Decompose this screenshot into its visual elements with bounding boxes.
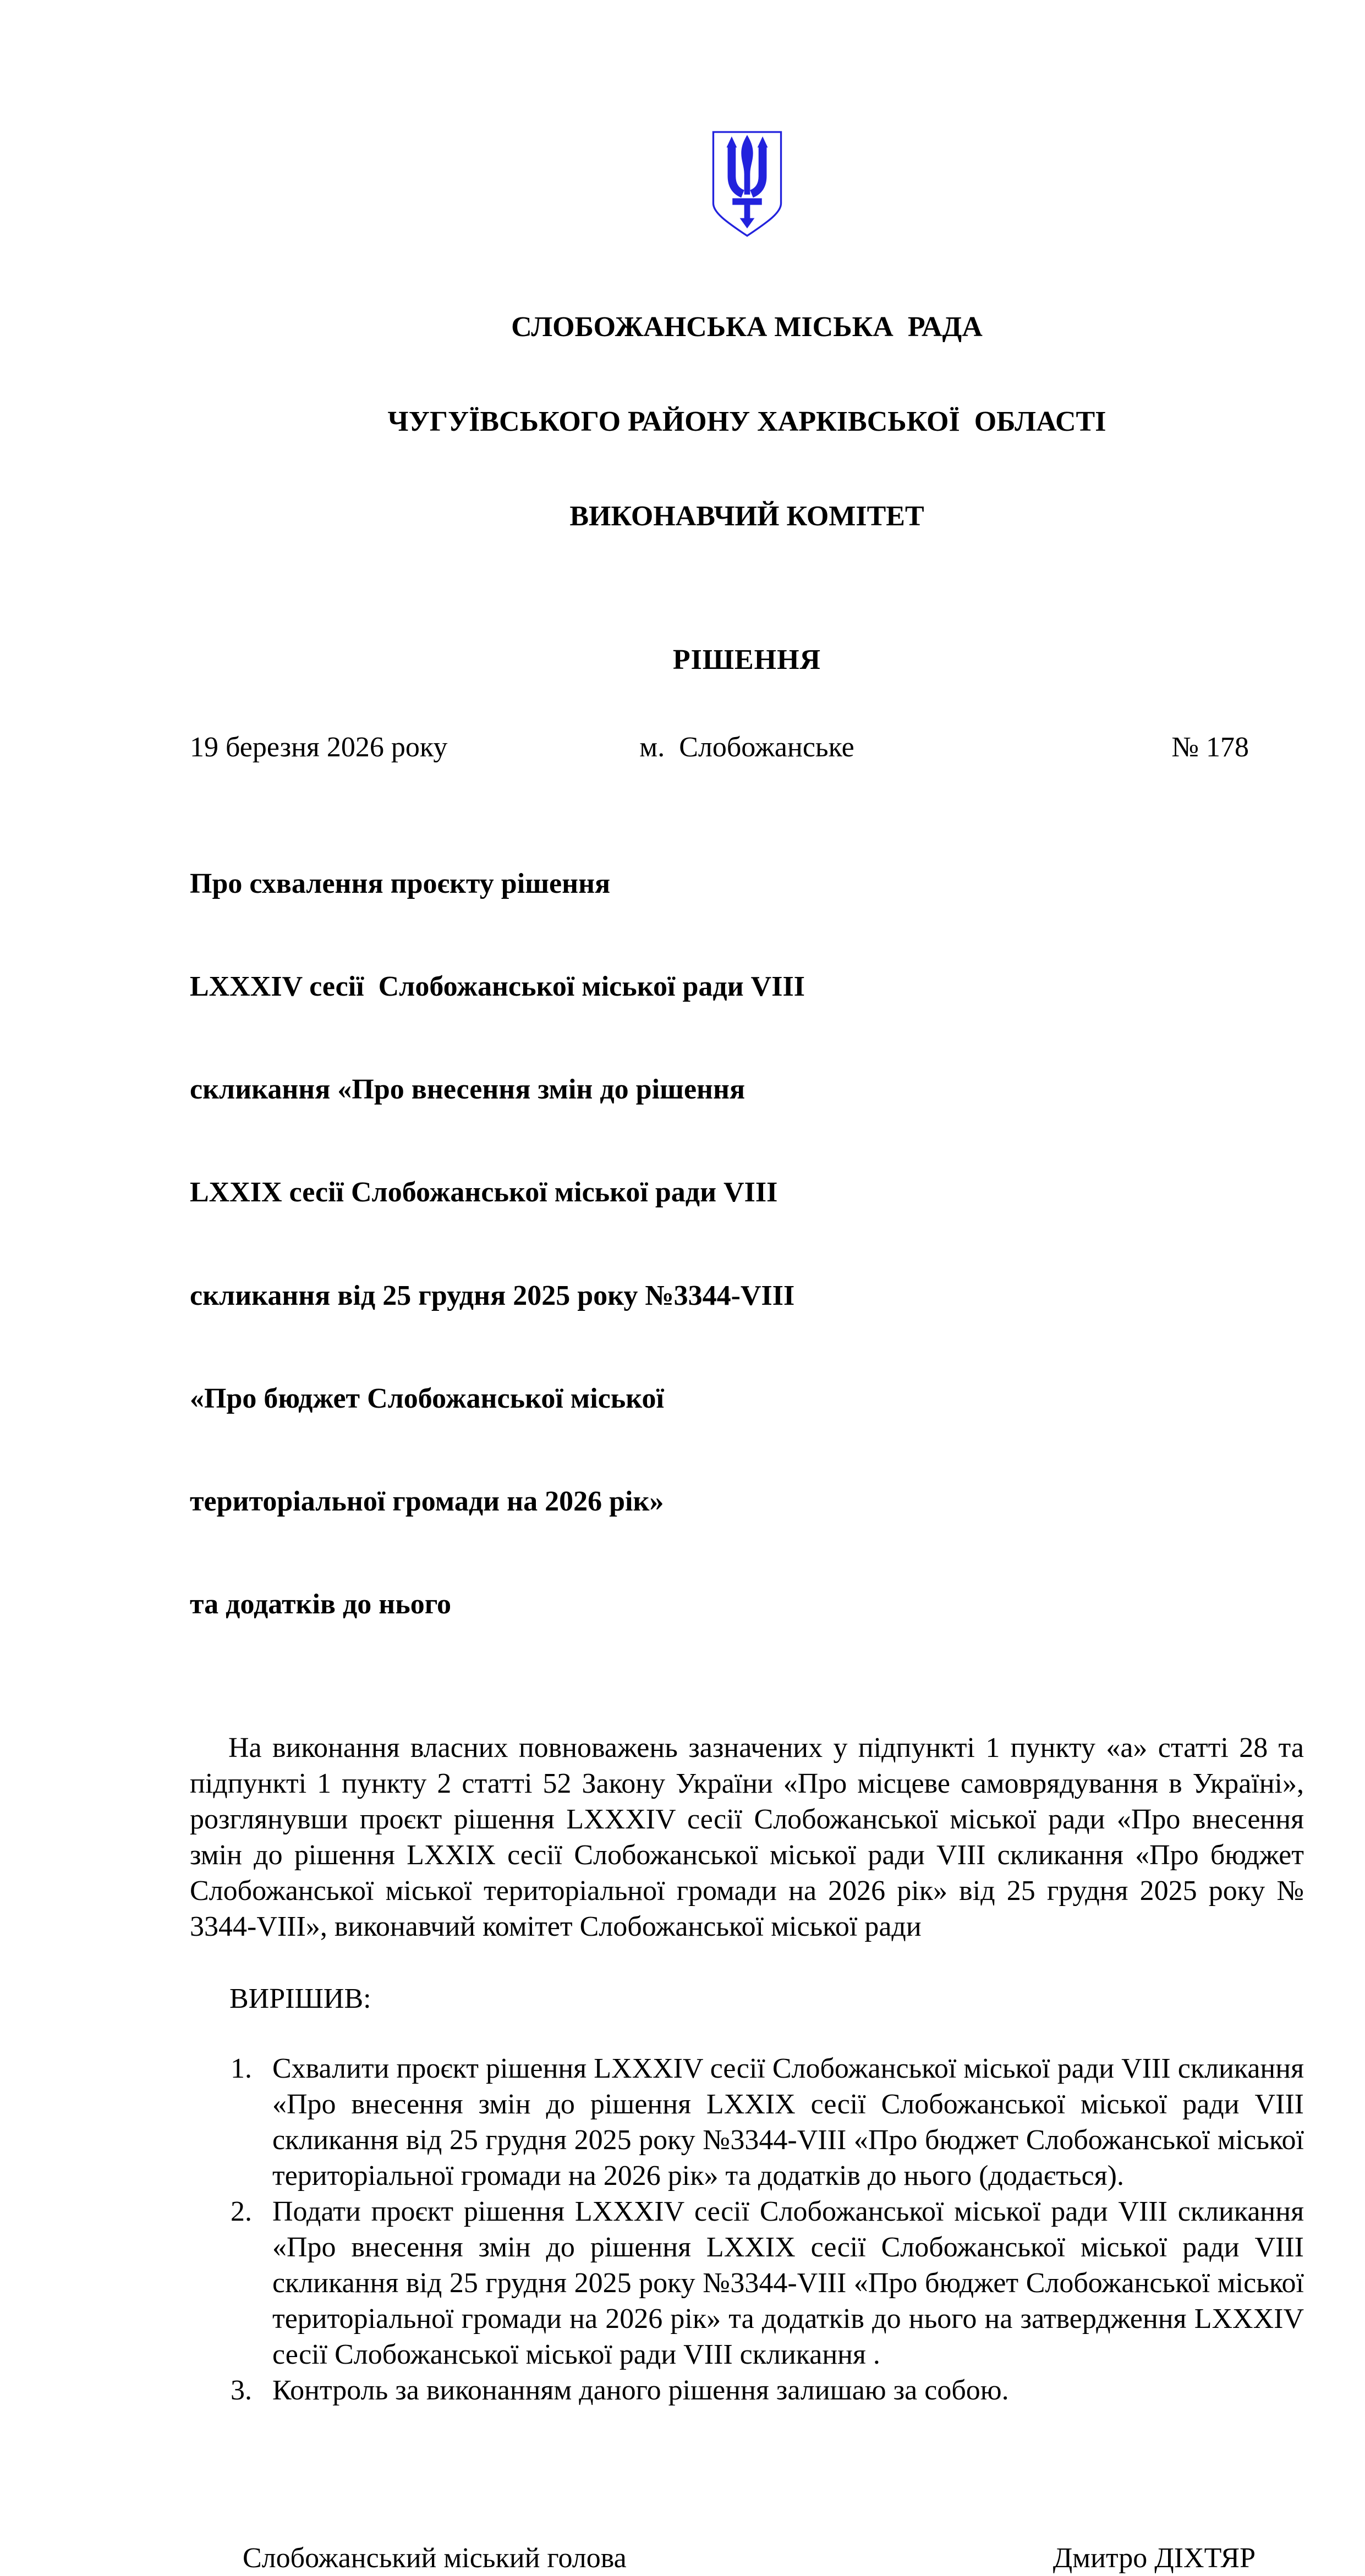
subject-line: «Про бюджет Слобожанської міської	[190, 1382, 664, 1414]
subject-line: LXXXIV сесії Слобожанської міської ради VIII	[190, 971, 805, 1003]
subject-line: та додатків до нього	[190, 1589, 452, 1621]
decision-item-3: Контроль за виконанням даного рішення залишаю за собою.	[272, 2375, 1009, 2407]
decision-item-1: Схвалити проєкт рішення LXXXIV сесії Слобожанської міської ради VIII скликання «Про внесення змін до рішення LXXIX сесії Слобожанської міської ради VIII скликання від 25 грудня 2025 року №3344-VIII «Про бюджет Слобожанської міської територіальної громади на 2026 рік» та додатків до нього (додається).	[272, 2053, 1304, 2192]
ukraine-trident-icon	[710, 130, 784, 239]
org-name-line3: ВИКОНАВЧИЙ КОМІТЕТ	[569, 500, 924, 532]
preamble-paragraph: На виконання власних повноважень зазначених у підпункті 1 пункту «а» статті 28 та підпункті 1 пункту 2 статті 52 Закону України «Про місцеве самоврядування в Україні», розглянувши проєкт рішення LXXXIV сесії Слобожанської міської ради «Про внесення змін до рішення LXXIX сесії Слобожанської міської ради VIII скликання «Про бюджет Слобожанської міської територіальної громади на 2026 рік» від 25 грудня 2025 року № 3344-VIII», виконавчий комітет Слобожанської міської ради	[190, 1732, 1304, 1943]
subject-block	[190, 798, 1304, 1690]
meta-row	[190, 729, 1304, 765]
document-number: № 178	[1171, 732, 1249, 764]
decision-item-2: Подати проєкт рішення LXXXIV сесії Слобожанської міської ради VIII скликання «Про внесення змін до рішення LXXIX сесії Слобожанської міської ради VIII скликання від 25 грудня 2025 року №3344-VIII «Про бюджет Слобожанської міської територіальної громади на 2026 рік» та додатків до нього на затвердження LXXXIV сесії Слобожанської міської ради VIII скликання .	[272, 2196, 1304, 2371]
document-place: м. Слобожанське	[639, 732, 854, 764]
subject-line: скликання від 25 грудня 2025 року №3344-VIII	[190, 1279, 795, 1311]
org-name-line1: СЛОБОЖАНСЬКА МІСЬКА РАДА	[511, 311, 983, 343]
resolved-label: ВИРІШИВ:	[229, 1983, 371, 2015]
document-date: 19 березня 2026 року	[190, 732, 448, 764]
document-type-title: РІШЕННЯ	[672, 644, 821, 676]
emblem	[190, 0, 1304, 239]
subject-line: скликання «Про внесення змін до рішення	[190, 1074, 745, 1106]
subject-line: LXXIX сесії Слобожанської міської ради VIII	[190, 1177, 778, 1209]
signer-title: Слобожанський міський голова	[243, 2542, 627, 2574]
org-header	[190, 249, 1304, 595]
org-name-line2: ЧУГУЇВСЬКОГО РАЙОНУ ХАРКІВСЬКОЇ ОБЛАСТІ	[387, 405, 1106, 437]
signer-name: Дмитро ДІХТЯР	[1052, 2542, 1256, 2574]
subject-line: територіальної громади на 2026 рік»	[190, 1485, 664, 1517]
subject-line: Про схвалення проєкту рішення	[190, 867, 611, 899]
signature-row	[190, 2540, 1304, 2576]
decision-items-list	[190, 2051, 1304, 2408]
